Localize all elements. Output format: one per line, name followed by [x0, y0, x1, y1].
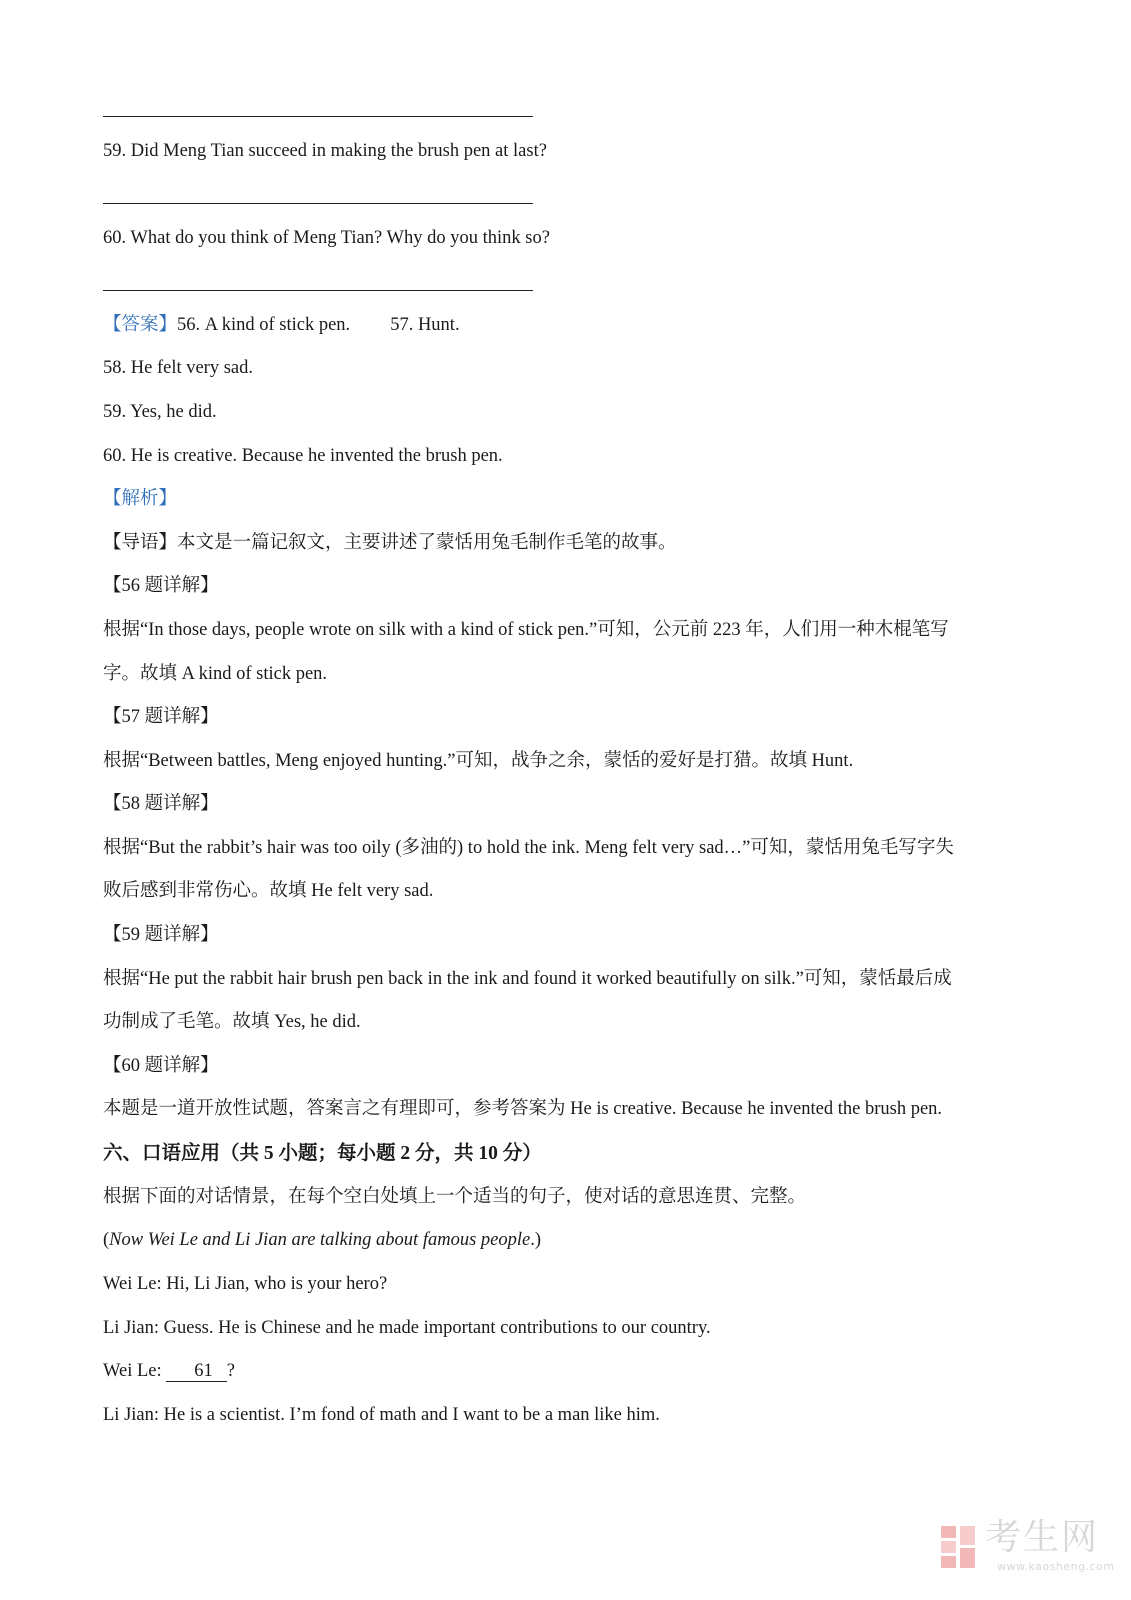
detail-57-heading: 【57 题详解】 — [103, 707, 219, 727]
context-open-paren: ( — [103, 1230, 110, 1250]
detail-59-line-1: 根据“He put the rabbit hair brush pen back in the ink and found it worked beautifully on silk.”可知，蒙恬最后成 — [103, 969, 952, 989]
detail-59-line-2: 功制成了毛笔。故填 Yes, he did. — [103, 1012, 361, 1032]
answer-blank-line-60 — [103, 290, 533, 291]
dialogue-line-3-speaker: Wei Le: — [103, 1361, 167, 1381]
section-6-title: 六、口语应用（共 5 小题；每小题 2 分，共 10 分） — [103, 1143, 542, 1164]
question-60: 60. What do you think of Meng Tian? Why do you think so? — [103, 228, 550, 248]
dialogue-line-1: Wei Le: Hi, Li Jian, who is your hero? — [103, 1274, 388, 1294]
dialogue-line-2: Li Jian: Guess. He is Chinese and he made important contributions to our country. — [103, 1318, 711, 1338]
answer-row-1 — [103, 316, 460, 335]
answer-59: 59. Yes, he did. — [103, 402, 217, 422]
watermark — [939, 1517, 1115, 1578]
detail-60-line-1: 本题是一道开放性试题，答案言之有理即可，参考答案为 He is creative. Because he invented the brush pen. — [103, 1099, 943, 1119]
watermark-text: 考生网 — [985, 1517, 1100, 1558]
detail-56-line-2: 字。故填 A kind of stick pen. — [103, 664, 328, 684]
context-text: Now Wei Le and Li Jian are talking about famous people — [109, 1230, 531, 1250]
detail-58-line-1: 根据“But the rabbit’s hair was too oily (多油的) to hold the ink. Meng felt very sad…”可知，蒙恬用兔毛写字失 — [103, 838, 954, 858]
section-6-instruction: 根据下面的对话情景，在每个空白处填上一个适当的句子，使对话的意思连贯、完整。 — [103, 1187, 807, 1207]
analysis-intro: 【导语】本文是一篇记叙文，主要讲述了蒙恬用兔毛制作毛笔的故事。 — [103, 533, 677, 553]
analysis-label: 【解析】 — [103, 489, 178, 509]
detail-58-line-2: 败后感到非常伤心。故填 He felt very sad. — [103, 881, 434, 901]
answer-56: 56. A kind of stick pen. — [177, 315, 351, 335]
answer-58: 58. He felt very sad. — [103, 358, 254, 378]
dialogue-line-3-end: ? — [226, 1361, 235, 1381]
dialogue-line-3 — [103, 1362, 235, 1382]
answer-blank-line-58 — [103, 116, 533, 117]
dialogue-line-4: Li Jian: He is a scientist. I’m fond of math and I want to be a man like him. — [103, 1405, 660, 1425]
detail-59-heading: 【59 题详解】 — [103, 925, 219, 945]
watermark-url: www.kaosheng.com — [997, 1560, 1115, 1573]
answer-blank-line-59 — [103, 203, 533, 204]
answer-60: 60. He is creative. Because he invented the brush pen. — [103, 446, 503, 466]
blank-61: 61 — [166, 1362, 227, 1382]
dialogue-context — [103, 1231, 541, 1250]
answer-57: 57. Hunt. — [390, 315, 460, 335]
detail-56-heading: 【56 题详解】 — [103, 576, 219, 596]
detail-56-line-1: 根据“In those days, people wrote on silk with a kind of stick pen.”可知，公元前 223 年，人们用一种木棍笔写 — [103, 620, 949, 640]
detail-60-heading: 【60 题详解】 — [103, 1056, 219, 1076]
detail-58-heading: 【58 题详解】 — [103, 794, 219, 814]
answer-label: 【答案】 — [103, 315, 178, 335]
question-59: 59. Did Meng Tian succeed in making the brush pen at last? — [103, 141, 547, 161]
kaosheng-logo-icon — [939, 1524, 979, 1570]
detail-57-line-1: 根据“Between battles, Meng enjoyed hunting.”可知，战争之余，蒙恬的爱好是打猎。故填 Hunt. — [103, 751, 854, 771]
context-close: .) — [530, 1230, 541, 1250]
